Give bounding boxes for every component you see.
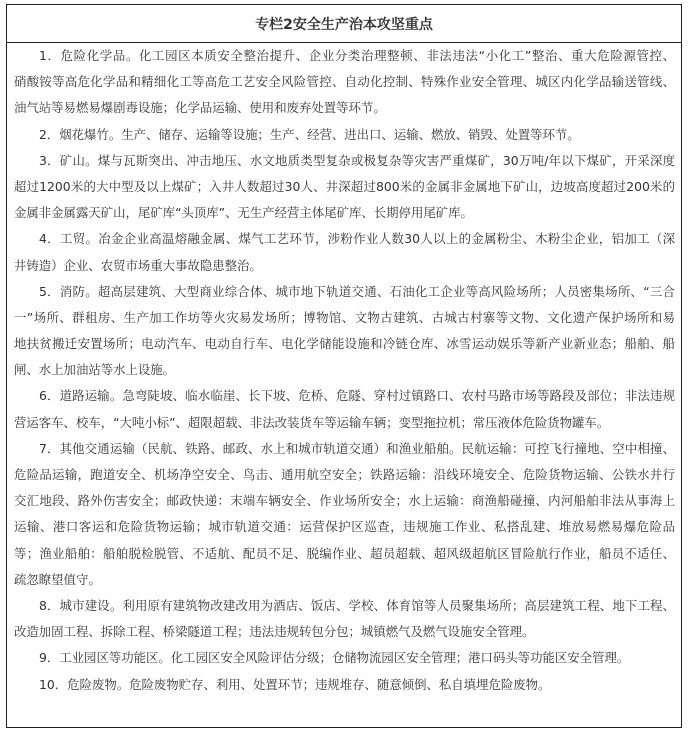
focus-item-line: 等；渔业船舶：船舶脱检脱管、不适航、配员不足、脱编作业、超员超载、超风级超航区冒险航行作业，船员不适任、	[14, 545, 675, 561]
focus-item-line: 8．城市建设。利用原有建筑物改建改用为酒店、饭店、学校、体育馆等人员聚集场所；高层建筑工程、地下工程、	[39, 597, 675, 613]
focus-item-line: 9．工业园区等功能区。化工园区安全风险评估分级；仓储物流园区安全管理；港口码头等功能区安全管理。	[39, 650, 630, 666]
box-content	[7, 43, 681, 698]
focus-item-line: 5．消防。超高层建筑、大型商业综合体、城市地下轨道交通、石油化工企业等高风险场所；人员密集场所、“三合	[39, 283, 675, 299]
focus-item-line: 营运客车、校车，“大吨小标”、超限超载、非法改装货车等运输车辆；变型拖拉机；常压液体危险货物罐车。	[14, 414, 610, 430]
focus-item-6	[14, 383, 675, 435]
focus-item-line: 4．工贸。冶金企业高温熔融金属、煤气工艺环节，涉粉作业人数30人以上的金属粉尘、木粉尘企业，铝加工（深	[39, 231, 675, 247]
focus-item-line: 井铸造）企业、农贸市场重大事故隐患整治。	[14, 257, 262, 273]
focus-item-line: 一”场所、群租房、生产加工作坊等火灾易发场所；博物馆、文物古建筑、古城古村寨等文物、文化遗产保护场所和易	[14, 309, 675, 325]
focus-item-line: 地扶贫搬迁安置场所；电动汽车、电动自行车、电化学储能设施和冷链仓库、冰雪运动娱乐等新产业新业态；船舶、船	[14, 336, 675, 352]
focus-item-line: 油气站等易燃易爆剧毒设施；化学品运输、使用和废弃处置等环节。	[14, 100, 386, 116]
focus-item-line: 1．危险化学品。化工园区本质安全整治提升、企业分类治理整顿、非法违法“小化工”整治、重大危险源管控、	[39, 48, 675, 63]
focus-item-4	[14, 226, 675, 278]
focus-item-line: 闸、水上加油站等水上设施。	[14, 362, 176, 378]
focus-box	[6, 4, 682, 728]
box-title: 专栏2安全生产治本攻坚重点	[255, 16, 433, 33]
focus-item-line: 超过1200米的大中型及以上煤矿；入井人数超过30人、井深超过800米的金属非金属地下矿山，边坡高度超过200米的	[14, 178, 675, 194]
focus-item-10	[14, 672, 675, 698]
focus-item-line: 金属非金属露天矿山，尾矿库“头顶库”、无生产经营主体尾矿库、长期停用尾矿库。	[14, 205, 473, 221]
focus-item-2	[14, 122, 675, 148]
focus-item-line: 运输、港口客运和危险货物运输；城市轨道交通：运营保护区巡查，违规施工作业、私搭乱建、堆放易燃易爆危险品	[14, 519, 675, 535]
focus-item-line: 危险品运输，跑道安全、机场净空安全、鸟击、通用航空安全；铁路运输：沿线环境安全、危险货物运输、公铁水并行	[14, 467, 675, 482]
focus-item-7	[14, 436, 675, 593]
box-header	[7, 5, 681, 43]
focus-item-line: 10．危险废物。危险废物贮存、利用、处置环节；违规堆存、随意倾倒、私自填埋危险废物。	[39, 676, 551, 692]
focus-item-9	[14, 645, 675, 671]
focus-item-5	[14, 279, 675, 384]
focus-item-line: 疏忽瞭望值守。	[14, 571, 101, 587]
focus-item-1	[14, 43, 675, 122]
focus-item-line: 3．矿山。煤与瓦斯突出、冲击地压、水文地质类型复杂或极复杂等灾害严重煤矿，30万吨/年以下煤矿，开采深度	[39, 152, 675, 168]
focus-item-line: 改造加固工程、拆除工程、桥梁隧道工程；违法违规转包分包；城镇燃气及燃气设施安全管理。	[14, 624, 535, 640]
focus-item-line: 7．其他交通运输（民航、铁路、邮政、水上和城市轨道交通）和渔业船舶。民航运输：可控飞行撞地、空中相撞、	[39, 440, 675, 456]
focus-item-line: 6．道路运输。急弯陡坡、临水临崖、长下坡、危桥、危隧、穿村过镇路口、农村马路市场等路段及部位；非法违规	[39, 388, 675, 404]
focus-item-line: 2．烟花爆竹。生产、储存、运输等设施；生产、经营、进出口、运输、燃放、销毁、处置等环节。	[39, 126, 580, 142]
focus-item-line: 硝酸铵等高危化学品和精细化工等高危工艺安全风险管控、自动化控制、特殊作业安全管理、城区内化学品输送管线、	[14, 74, 675, 90]
focus-item-8	[14, 593, 675, 645]
focus-item-line: 交汇地段、路外伤害安全；邮政快递：末端车辆安全、作业场所安全；水上运输：商渔船碰撞、内河船舶非法从事海上	[14, 493, 675, 509]
focus-item-3	[14, 148, 675, 227]
